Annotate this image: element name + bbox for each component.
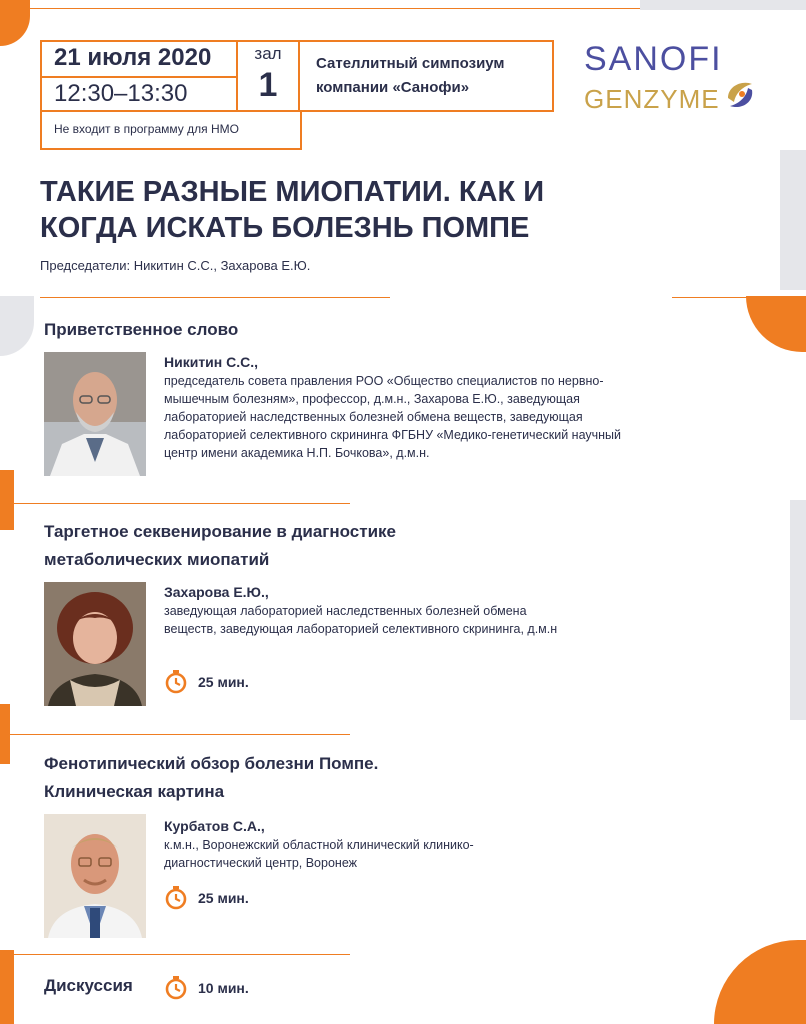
section-3-title: Фенотипический обзор болезни Помпе. Клиническая картина [44, 754, 379, 801]
corner-decor-top-left [0, 0, 30, 46]
duration-2 [164, 670, 249, 694]
genzyme-logo: GENZYME [584, 84, 720, 114]
speaker-3-desc: к.м.н., Воронежский областной клинический клинико-диагностический центр, Воронеж [164, 838, 474, 870]
event-date: 21 июля 2020 [54, 44, 212, 71]
speaker-1-desc: председатель совета правления РОО «Общество специалистов по нервно-мышечным болезням», профессор, д.м.н., Захарова Е.Ю., заведующая лабораторией наследственных болезней обмена веществ, заведующая лабораторией селективного скрининга ФГБНУ «Медико-генетический научный центр имени академика Н.П. Бочкова», д.м.н. [164, 374, 622, 460]
date-divider [40, 76, 238, 78]
sanofi-logo: SANOFI [584, 40, 723, 78]
nmo-note: Не входит в программу для НМО [54, 122, 239, 136]
side-decor-left-2 [0, 470, 14, 530]
side-decor-left [0, 296, 34, 356]
corner-decor-top-right [640, 0, 806, 10]
timer-icon [164, 886, 188, 910]
event-time: 12:30–13:30 [54, 80, 188, 107]
speaker-3-name: Курбатов С.А., [164, 818, 265, 834]
speaker-1-name: Никитин С.С., [164, 354, 259, 370]
duration-3 [164, 886, 249, 910]
timer-icon [164, 670, 188, 694]
symposium-title: Сателлитный симпозиум компании «Санофи» [316, 55, 505, 96]
divider-4 [0, 954, 350, 955]
divider-1b [672, 297, 806, 298]
side-decor-right [780, 150, 806, 290]
hall-label: зал [254, 44, 282, 63]
speaker-photo-kurbatov [44, 814, 146, 938]
speaker-2-name: Захарова Е.Ю., [164, 584, 269, 600]
divider-3 [0, 734, 350, 735]
speaker-2-desc: заведующая лабораторией наследственных болезней обмена веществ, заведующая лабораторией селективного скрининга, д.м.н [164, 604, 558, 636]
timer-icon [164, 976, 188, 1000]
sanofi-logo-icon [722, 76, 758, 112]
page-title: ТАКИЕ РАЗНЫЕ МИОПАТИИ. КАК И КОГДА ИСКАТЬ БОЛЕЗНЬ ПОМПЕ [40, 176, 545, 244]
duration-discussion [164, 976, 249, 1000]
discussion-label: Дискуссия [44, 976, 133, 995]
duration-3-text: 25 мин. [198, 890, 249, 906]
duration-discussion-text: 10 мин. [198, 980, 249, 996]
bottom-left-decor [0, 950, 14, 1024]
side-decor-right-2 [790, 500, 806, 720]
chairs: Председатели: Никитин С.С., Захарова Е.Ю. [40, 258, 311, 273]
section-2-title: Таргетное секвенирование в диагностике метаболических миопатий [44, 522, 397, 569]
section-1-title: Приветственное слово [44, 320, 239, 339]
divider-1 [40, 297, 390, 298]
bottom-right-decor [714, 940, 806, 1024]
hall-number: 1 [258, 66, 278, 104]
side-decor-right-orange [746, 296, 806, 352]
speaker-photo-zakharova [44, 582, 146, 706]
speaker-photo-nikitin [44, 352, 146, 476]
duration-2-text: 25 мин. [198, 674, 249, 690]
divider-2 [0, 503, 350, 504]
